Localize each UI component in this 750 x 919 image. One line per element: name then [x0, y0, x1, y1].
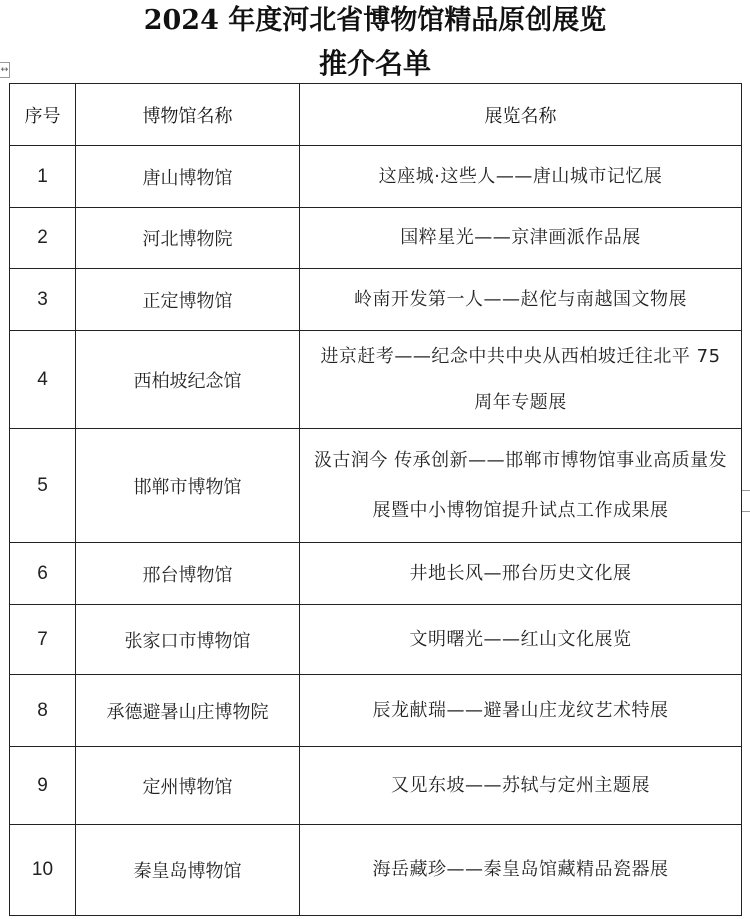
table-row [10, 825, 742, 916]
table-row [10, 747, 742, 825]
table-header-row [10, 84, 742, 146]
row-exhibition-name [300, 146, 742, 208]
row-museum-name: 张家口市博物馆 [76, 605, 300, 675]
row-exhibition-name [300, 208, 742, 269]
table-resize-handle-icon[interactable] [741, 490, 750, 512]
row-serial-number: 10 [10, 825, 76, 916]
table-row [10, 675, 742, 747]
exhibition-text: 又见东坡——苏轼与定州主题展 [391, 774, 650, 796]
row-museum-name: 正定博物馆 [76, 269, 300, 331]
row-serial-number: 6 [10, 543, 76, 605]
row-serial-number: 7 [10, 605, 76, 675]
exhibition-text: 井地长风—邢台历史文化展 [409, 562, 632, 584]
exhibition-text: 海岳藏珍——秦皇岛馆藏精品瓷器展 [372, 859, 669, 880]
row-exhibition-name [300, 825, 742, 916]
row-exhibition-name [300, 675, 742, 747]
header-serial-number: 序号 [10, 84, 76, 146]
row-museum-name: 邢台博物馆 [76, 543, 300, 605]
table-row [10, 208, 742, 269]
table-row [10, 331, 742, 429]
row-exhibition-name [300, 429, 742, 543]
exhibition-text: 汲古润今 传承创新——邯郸市博物馆事业高质量发展暨中小博物馆提升试点工作成果展 [313, 449, 728, 521]
row-museum-name: 定州博物馆 [76, 747, 300, 825]
row-museum-name: 河北博物院 [76, 208, 300, 269]
row-serial-number: 5 [10, 429, 76, 543]
table-row [10, 543, 742, 605]
header-museum-name: 博物馆名称 [76, 84, 300, 146]
document-title-line1: 2024 年度河北省博物馆精品原创展览 [143, 5, 607, 36]
row-serial-number: 9 [10, 747, 76, 825]
row-exhibition-name [300, 543, 742, 605]
row-museum-name: 邯郸市博物馆 [76, 429, 300, 543]
exhibition-text: 岭南开发第一人——赵佗与南越国文物展 [354, 288, 687, 310]
row-museum-name: 唐山博物馆 [76, 146, 300, 208]
row-serial-number: 1 [10, 146, 76, 208]
table-row [10, 605, 742, 675]
exhibition-text: 进京赶考——纪念中共中央从西柏坡迁往北平 75 周年专题展 [320, 345, 721, 413]
exhibition-text: 国粹星光——京津画派作品展 [400, 227, 641, 248]
row-exhibition-name [300, 269, 742, 331]
exhibition-text: 这座城·这些人——唐山城市记忆展 [378, 165, 663, 187]
table-row [10, 269, 742, 331]
row-museum-name: 秦皇岛博物馆 [76, 825, 300, 916]
document-title-line2: 推介名单 [318, 47, 431, 80]
row-exhibition-name [300, 331, 742, 429]
row-museum-name: 西柏坡纪念馆 [76, 331, 300, 429]
row-serial-number: 8 [10, 675, 76, 747]
row-serial-number: 4 [10, 331, 76, 429]
header-exhibition-name: 展览名称 [300, 84, 742, 146]
exhibition-text: 文明曙光——红山文化展览 [409, 628, 632, 650]
row-museum-name: 承德避暑山庄博物院 [76, 675, 300, 747]
table-row [10, 146, 742, 208]
row-serial-number: 3 [10, 269, 76, 331]
row-serial-number: 2 [10, 208, 76, 269]
row-exhibition-name [300, 747, 742, 825]
exhibition-text: 辰龙献瑞——避暑山庄龙纹艺术特展 [372, 699, 669, 721]
recommendation-table [9, 83, 742, 916]
table-move-handle-icon[interactable]: ↔ [0, 62, 10, 78]
table-row [10, 429, 742, 543]
row-exhibition-name [300, 605, 742, 675]
